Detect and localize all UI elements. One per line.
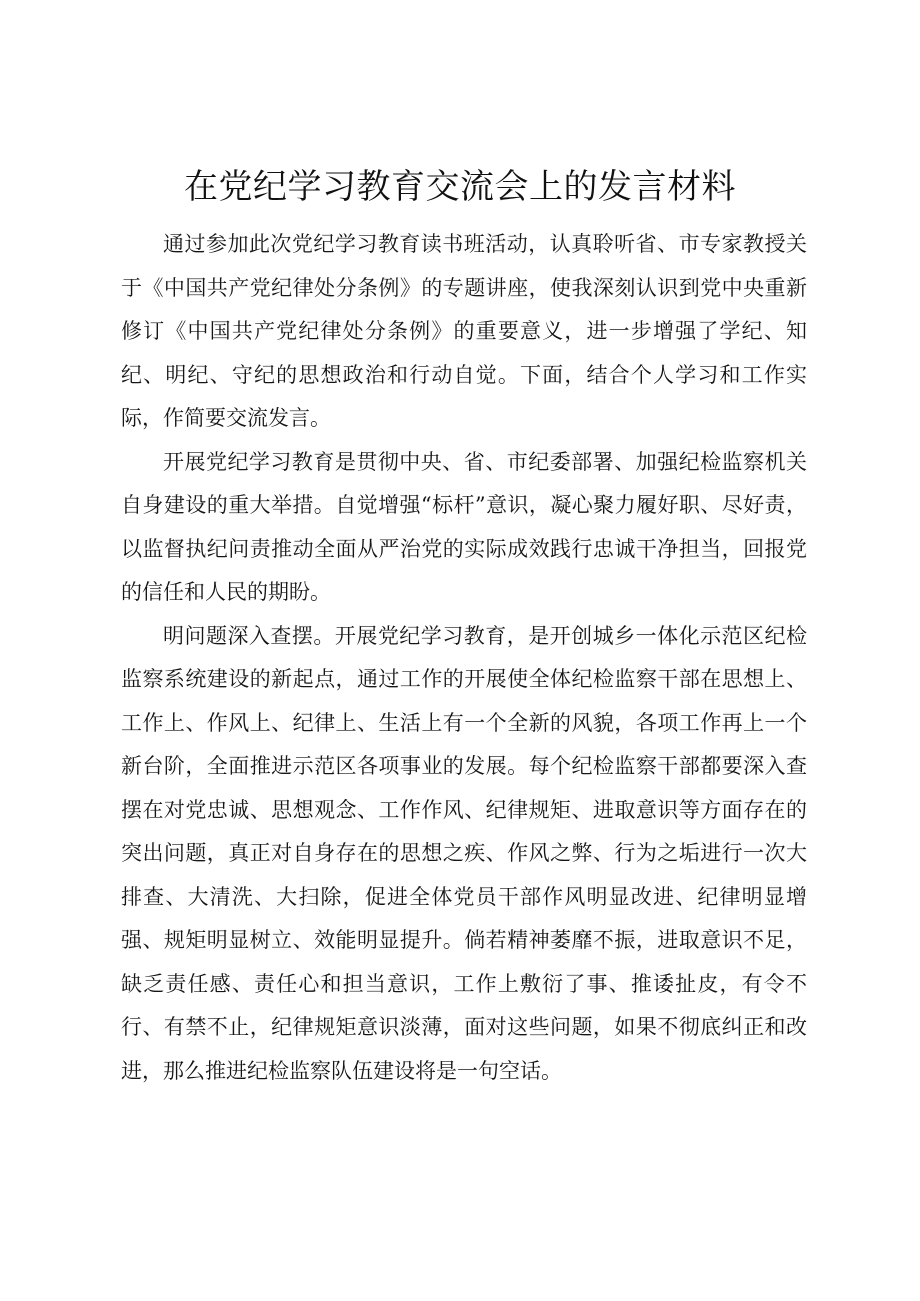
paragraph-problems: 明问题深入查摆。开展党纪学习教育，是开创城乡一体化示范区纪检监察系统建设的新起点，通过工作的开展使全体纪检监察干部在思想上、工作上、作风上、纪律上、生活上有一个全新的风貌，各项工作再上一个新台阶，全面推进示范区各项事业的发展。每个纪检监察干部都要深入查摆在对党忠诚、思想观念、工作作风、纪律规矩、进取意识等方面存在的突出问题，真正对自身存在的思想之疾、作风之弊、行为之垢进行一次大排查、大清洗、大扫除，促进全体党员干部作风明显改进、纪律明显增强、规矩明显树立、效能明显提升。倘若精神萎靡不振，进取意识不足，缺乏责任感、责任心和担当意识，工作上敷衍了事、推诿扯皮，有令不行、有禁不止，纪律规矩意识淡薄，面对这些问题，如果不彻底纠正和改进，那么推进纪检监察队伍建设将是一句空话。 [121, 623, 807, 1083]
paragraph-significance: 开展党纪学习教育是贯彻中央、省、市纪委部署、加强纪检监察机关自身建设的重大举措。自觉增强“标杆”意识，凝心聚力履好职、尽好责，以监督执纪问责推动全面从严治党的实际成效践行忠诚干净担当，回报党的信任和人民的期盼。 [121, 449, 807, 604]
paragraph-intro: 通过参加此次党纪学习教育读书班活动，认真聆听省、市专家教授关于《中国共产党纪律处分条例》的专题讲座，使我深刻认识到党中央重新修订《中国共产党纪律处分条例》的重要意义，进一步增强了学纪、知纪、明纪、守纪的思想政治和行动自觉。下面，结合个人学习和工作实际，作简要交流发言。 [121, 232, 807, 430]
document-title: 在党纪学习教育交流会上的发言材料 [184, 167, 736, 207]
document-body [121, 223, 807, 1093]
